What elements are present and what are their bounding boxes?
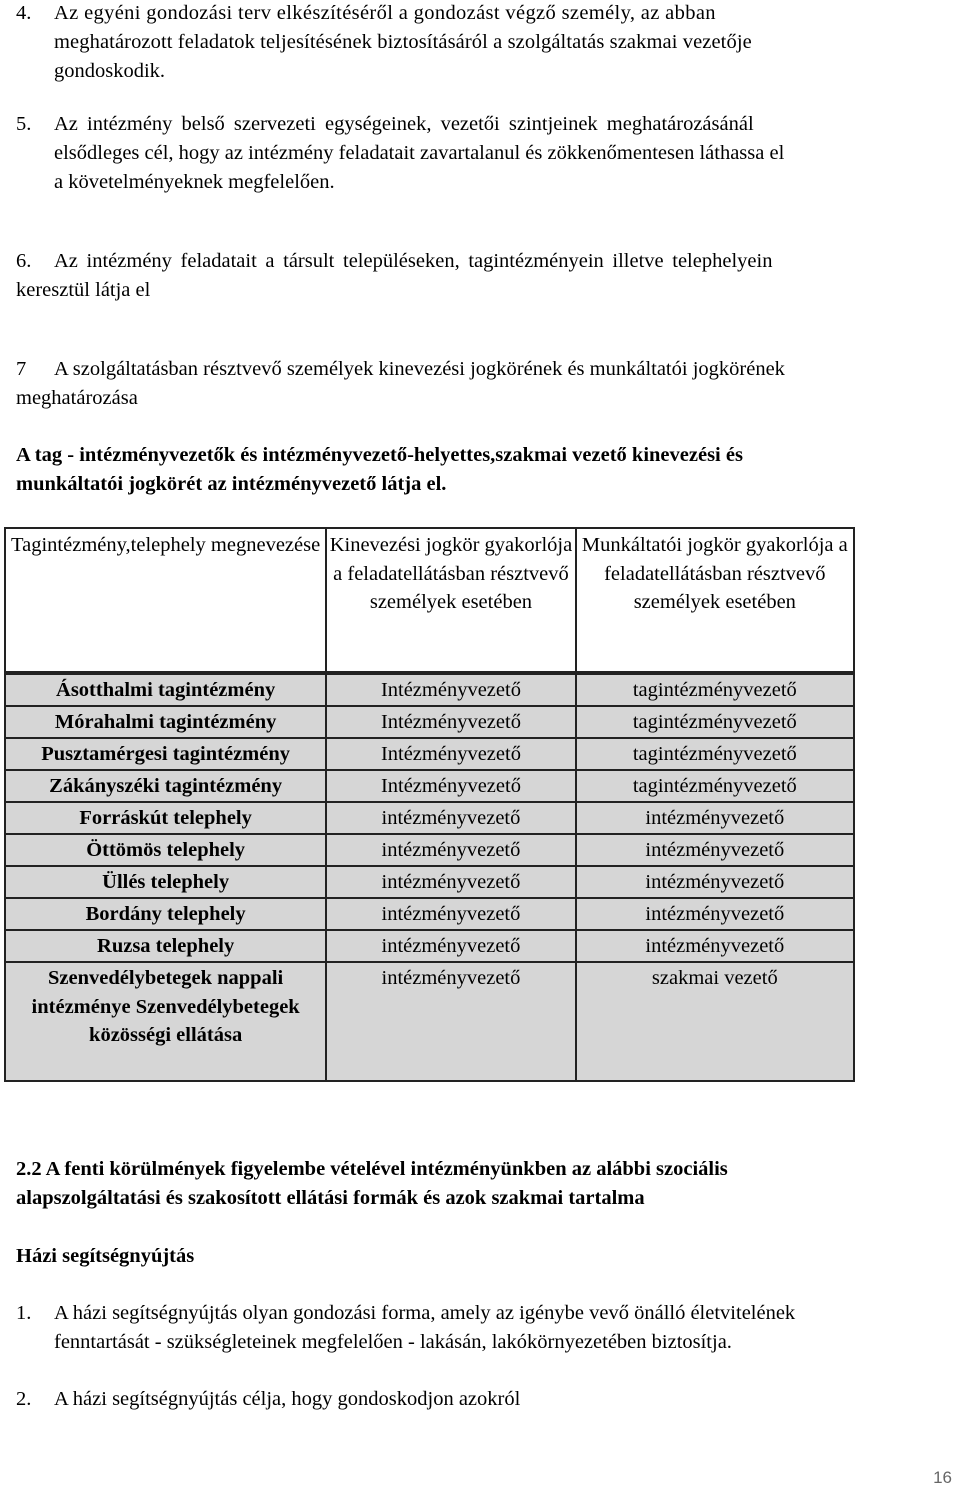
cell-munkaltatoi-jogkor: intézményvezető [576, 898, 854, 930]
cell-kinevezesi-jogkor: intézményvezető [326, 834, 575, 866]
item-6-line-2: keresztül látja el [16, 279, 151, 301]
cell-munkaltatoi-jogkor: tagintézményvezető [576, 673, 854, 706]
hazi-1-line-2: fenntartását - szükségleteinek megfelelően - lakásán, lakókörnyezetében biztosítja. [54, 1331, 732, 1353]
item-6-line-1: Az intézmény feladatait a társult településeken, tagintézményein illetve telephelyein [54, 250, 773, 272]
cell-munkaltatoi-jogkor: tagintézményvezető [576, 706, 854, 738]
header-munkaltatoi-jogkor: Munkáltatói jogkör gyakorlója a feladatellátásban résztvevő személyek esetében [576, 528, 854, 673]
section-2-2-line-2: alapszolgáltatási és szakosított ellátási formák és azok szakmai tartalma [16, 1187, 645, 1209]
section-2-2-line-1: 2.2 A fenti körülmények figyelembe vételével intézményünkben az alábbi szociális [16, 1158, 728, 1180]
cell-kinevezesi-jogkor: Intézményvezető [326, 770, 575, 802]
hazi-segitsegnyujtas-title: Házi segítségnyújtás [16, 1245, 195, 1267]
cell-megnevezes: Üllés telephely [5, 866, 326, 898]
page-number: 16 [933, 1468, 952, 1487]
cell-munkaltatoi-jogkor: szakmai vezető [576, 962, 854, 1081]
cell-megnevezes: Bordány telephely [5, 898, 326, 930]
cell-kinevezesi-jogkor: intézményvezető [326, 802, 575, 834]
table-row [5, 706, 854, 738]
item-5-line-1: Az intézmény belső szervezeti egységeinek, vezetői szintjeinek meghatározásánál [54, 113, 754, 135]
cell-kinevezesi-jogkor: intézményvezető [326, 898, 575, 930]
jogkor-table [4, 527, 855, 1082]
table-row [5, 673, 854, 706]
cell-megnevezes: Ásotthalmi tagintézmény [5, 673, 326, 706]
bold-paragraph-line-2: munkáltatói jogkörét az intézményvezető látja el. [16, 473, 447, 495]
cell-kinevezesi-jogkor: intézményvezető [326, 930, 575, 962]
cell-munkaltatoi-jogkor: intézményvezető [576, 930, 854, 962]
item-7-line-2: meghatározása [16, 387, 138, 409]
cell-kinevezesi-jogkor: Intézményvezető [326, 738, 575, 770]
item-5-line-2: elsődleges cél, hogy az intézmény feladatait zavartalanul és zökkenőmentesen láthassa el [54, 142, 785, 164]
table-body [5, 673, 854, 1081]
header-kinevezesi-jogkor: Kinevezési jogkör gyakorlója a feladatellátásban résztvevő személyek esetében [326, 528, 575, 673]
table-row [5, 962, 854, 1081]
hazi-1-number: 1. [16, 1302, 32, 1324]
cell-kinevezesi-jogkor: intézményvezető [326, 962, 575, 1081]
cell-kinevezesi-jogkor: Intézményvezető [326, 706, 575, 738]
item-5-number: 5. [16, 113, 32, 135]
cell-munkaltatoi-jogkor: intézményvezető [576, 802, 854, 834]
item-4-number: 4. [16, 2, 32, 24]
cell-munkaltatoi-jogkor: tagintézményvezető [576, 738, 854, 770]
cell-megnevezes: Öttömös telephely [5, 834, 326, 866]
cell-megnevezes: Ruzsa telephely [5, 930, 326, 962]
cell-megnevezes: Mórahalmi tagintézmény [5, 706, 326, 738]
hazi-2-line-1: A házi segítségnyújtás célja, hogy gondoskodjon azokról [54, 1388, 521, 1410]
item-4-line-1: Az egyéni gondozási terv elkészítéséről a gondozást végző személy, az abban [54, 2, 716, 24]
item-4-line-3: gondoskodik. [54, 60, 166, 82]
item-5-line-3: a követelményeknek megfelelően. [54, 171, 335, 193]
table-row [5, 866, 854, 898]
cell-megnevezes: Zákányszéki tagintézmény [5, 770, 326, 802]
table-row [5, 834, 854, 866]
table-row [5, 738, 854, 770]
table-row [5, 898, 854, 930]
item-7-number: 7 [16, 358, 27, 380]
table-row [5, 930, 854, 962]
item-6-number: 6. [16, 250, 32, 272]
cell-kinevezesi-jogkor: intézményvezető [326, 866, 575, 898]
table-row [5, 770, 854, 802]
cell-munkaltatoi-jogkor: tagintézményvezető [576, 770, 854, 802]
cell-munkaltatoi-jogkor: intézményvezető [576, 834, 854, 866]
cell-megnevezes: Pusztamérgesi tagintézmény [5, 738, 326, 770]
cell-munkaltatoi-jogkor: intézményvezető [576, 866, 854, 898]
table-header-row [5, 528, 854, 673]
cell-megnevezes: Szenvedélybetegek nappali intézménye Szenvedélybetegek közösségi ellátása [5, 962, 326, 1081]
cell-megnevezes: Forráskút telephely [5, 802, 326, 834]
header-megnevezes: Tagintézmény,telephely megnevezése [5, 528, 326, 673]
item-7-line-1: A szolgáltatásban résztvevő személyek kinevezési jogkörének és munkáltatói jogkörének [54, 358, 785, 380]
hazi-1-line-1: A házi segítségnyújtás olyan gondozási forma, amely az igénybe vevő önálló életvitelének [54, 1302, 796, 1324]
item-4-line-2: meghatározott feladatok teljesítésének biztosításáról a szolgáltatás szakmai vezetője [54, 31, 752, 53]
cell-kinevezesi-jogkor: Intézményvezető [326, 673, 575, 706]
hazi-2-number: 2. [16, 1388, 32, 1410]
table-row [5, 802, 854, 834]
bold-paragraph-line-1: A tag - intézményvezetők és intézményvezető-helyettes,szakmai vezető kinevezési és [16, 444, 743, 466]
